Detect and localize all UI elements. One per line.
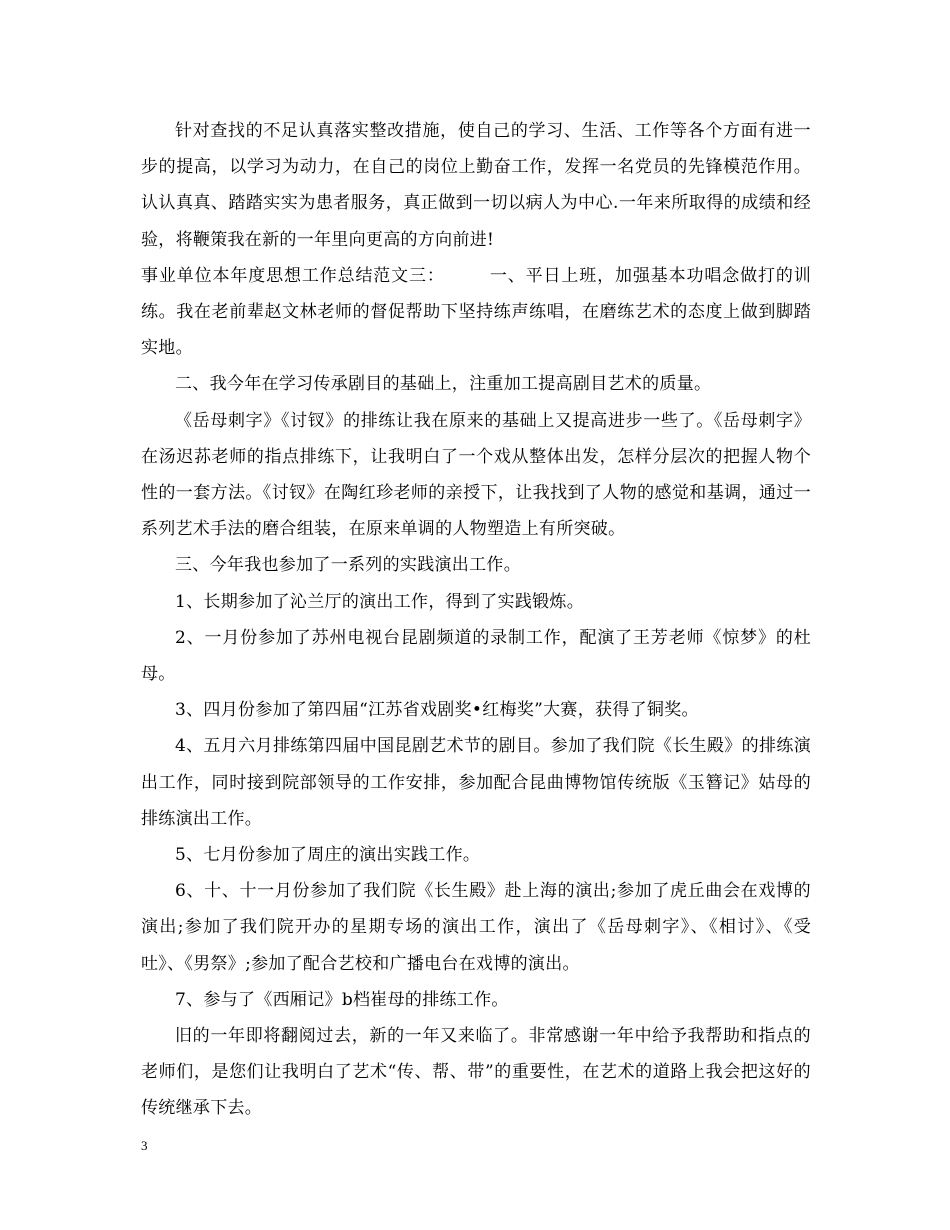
page-number: 3: [141, 1138, 148, 1153]
paragraph-summary-title: 事业单位本年度思想工作总结范文三： 一、平日上班，加强基本功唱念做打的训练。我在老前辈赵文林老师的督促帮助下坚持练声练唱，在磨练艺术的态度上做到脚踏实地。: [141, 265, 811, 359]
list-item-3: 3、四月份参加了第四届“江苏省戏剧奖•红梅奖”大赛，获得了铜奖。: [175, 700, 699, 721]
list-item-6: 6、十、十一月份参加了我们院《长生殿》赴上海的演出;参加了虎丘曲会在戏博的演出;参加了我们院开办的星期专场的演出工作，演出了《岳母刺字》、《相讨》、《受吐》、《男祭》;参加了配合艺校和广播电台在戏博的演出。: [141, 881, 811, 974]
list-item-2: 2、一月份参加了苏州电视台昆剧频道的录制工作，配演了王芳老师《惊梦》的杜母。: [141, 627, 811, 685]
list-item-7: 7、参与了《西厢记》b档崔母的排练工作。: [175, 989, 509, 1010]
paragraph-rectification: 针对查找的不足认真落实整改措施，使自己的学习、生活、工作等各个方面有进一步的提高，以学习为动力，在自己的岗位上勤奋工作，发挥一名党员的先锋模范作用。认认真真、踏踏实实为患者服务，真正做到一切以病人为中心.一年来所取得的成绩和经验，将鞭策我在新的一年里向更高的方向前进!: [141, 121, 811, 250]
paragraph-closing: 旧的一年即将翻阅过去，新的一年又来临了。非常感谢一年中给予我帮助和指点的老师们，是您们让我明白了艺术“传、帮、带”的重要性，在艺术的道路上我会把这好的传统继承下去。: [141, 1026, 811, 1119]
paragraph-repertoire-heading: 二、我今年在学习传承剧目的基础上，注重加工提高剧目艺术的质量。: [175, 374, 712, 395]
list-item-1: 1、长期参加了沁兰厅的演出工作，得到了实践锻炼。: [175, 591, 585, 612]
list-item-5: 5、七月份参加了周庄的演出实践工作。: [175, 845, 481, 866]
paragraph-repertoire-detail: 《岳母刺字》《讨钗》的排练让我在原来的基础上又提高进步一些了。《岳母刺字》在汤迟荪老师的指点排练下，让我明白了一个戏从整体出发，怎样分层次的把握人物个性的一套方法。《讨钗》在陶红珍老师的亲授下，让我找到了人物的感觉和基调，通过一系列艺术手法的磨合组装，在原来单调的人物塑造上有所突破。: [141, 410, 811, 540]
document-body: [141, 113, 811, 1127]
list-item-4: 4、五月六月排练第四届中国昆剧艺术节的剧目。参加了我们院《长生殿》的排练演出工作，同时接到院部领导的工作安排，参加配合昆曲博物馆传统版《玉簪记》姑母的排练演出工作。: [141, 736, 811, 829]
paragraph-performance-heading: 三、今年我也参加了一系列的实践演出工作。: [175, 555, 521, 576]
